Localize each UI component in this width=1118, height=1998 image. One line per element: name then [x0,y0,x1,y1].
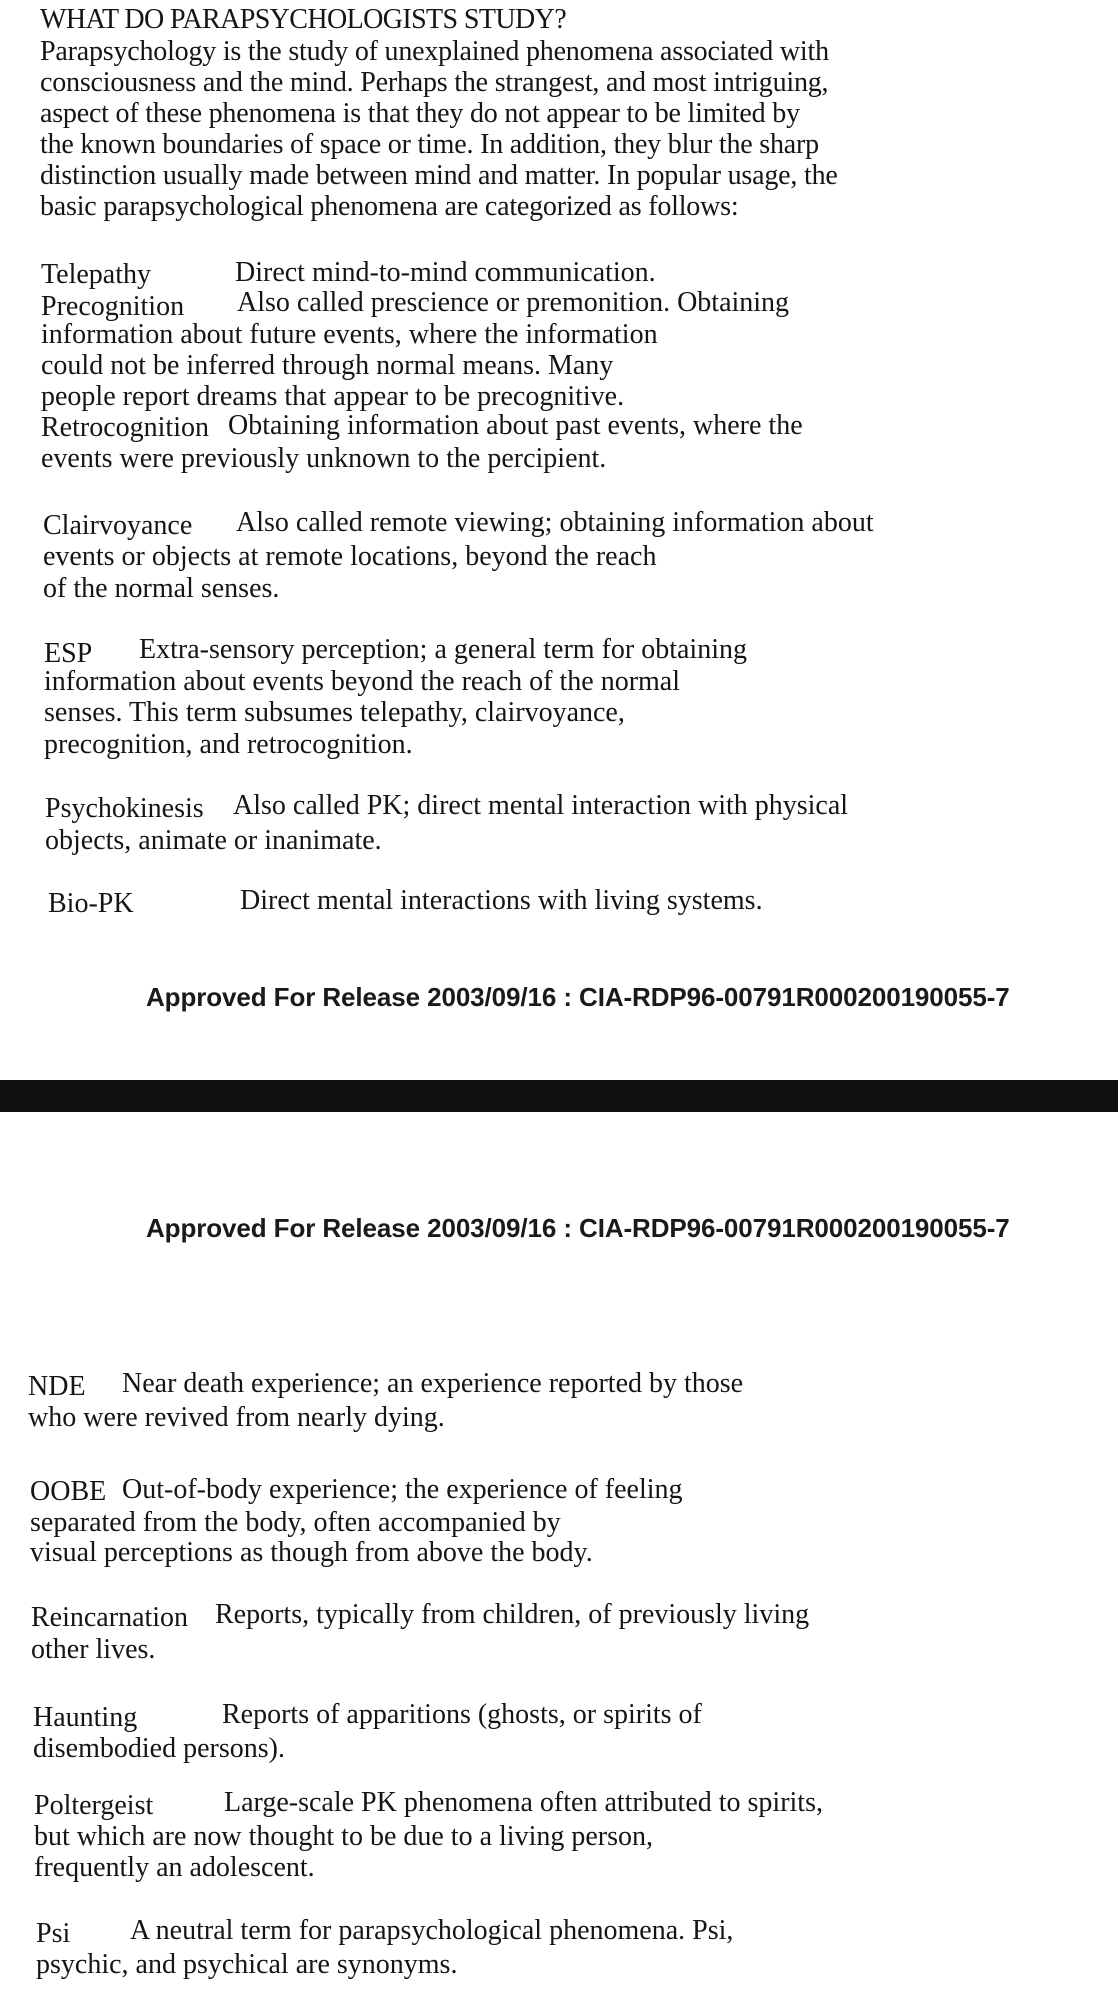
release-stamp: Approved For Release 2003/09/16 : CIA-RDP96-00791R000200190055-7 [146,982,1010,1012]
def-precognition: Also called prescience or premonition. Obtaining [237,287,790,318]
term-precognition: Precognition [41,291,185,322]
term-poltergeist: Poltergeist [34,1790,154,1821]
term-psychokinesis: Psychokinesis [45,793,204,824]
def-clairvoyance-cont: of the normal senses. [43,573,280,604]
page-divider [0,1080,1118,1112]
release-stamp: Approved For Release 2003/09/16 : CIA-RDP96-00791R000200190055-7 [146,1213,1010,1243]
def-psi-cont: psychic, and psychical are synonyms. [36,1949,458,1980]
def-reincarnation: Reports, typically from children, of previously living [215,1599,810,1630]
def-precognition-cont: people report dreams that appear to be precognitive. [41,381,625,412]
intro-line: the known boundaries of space or time. In addition, they blur the sharp [40,129,819,160]
intro-line: distinction usually made between mind and matter. In popular usage, the [40,160,838,191]
term-esp: ESP [44,638,93,669]
def-poltergeist: Large-scale PK phenomena often attributed to spirits, [224,1787,823,1818]
intro-line: basic parapsychological phenomena are categorized as follows: [40,191,739,222]
def-esp-cont: precognition, and retrocognition. [44,729,413,760]
def-psi: A neutral term for parapsychological phenomena. Psi, [130,1915,734,1946]
def-retrocognition-cont: events were previously unknown to the percipient. [41,443,607,474]
def-poltergeist-cont: but which are now thought to be due to a living person, [34,1821,653,1852]
term-haunting: Haunting [33,1702,138,1733]
def-esp: Extra-sensory perception; a general term for obtaining [139,634,747,665]
def-nde: Near death experience; an experience reported by those [122,1368,744,1399]
term-clairvoyance: Clairvoyance [43,510,193,541]
term-psi: Psi [36,1918,71,1949]
def-nde-cont: who were revived from nearly dying. [28,1402,445,1433]
def-esp-cont: information about events beyond the reach of the normal [44,666,681,697]
def-clairvoyance-cont: events or objects at remote locations, beyond the reach [43,541,657,572]
term-nde: NDE [28,1371,86,1402]
def-psychokinesis: Also called PK; direct mental interaction with physical [233,790,849,821]
def-oobe-cont: visual perceptions as though from above the body. [30,1537,593,1568]
def-bio-pk: Direct mental interactions with living systems. [240,885,763,916]
term-telepathy: Telepathy [41,259,151,290]
page-title: WHAT DO PARAPSYCHOLOGISTS STUDY? [40,4,567,35]
def-precognition-cont: could not be inferred through normal means. Many [41,350,614,381]
intro-line: Parapsychology is the study of unexplained phenomena associated with [40,36,829,67]
def-oobe: Out-of-body experience; the experience of feeling [122,1474,683,1505]
def-esp-cont: senses. This term subsumes telepathy, clairvoyance, [44,697,625,728]
intro-line: aspect of these phenomena is that they do not appear to be limited by [40,98,800,129]
def-reincarnation-cont: other lives. [31,1634,156,1665]
intro-line: consciousness and the mind. Perhaps the strangest, and most intriguing, [40,67,829,98]
term-retrocognition: Retrocognition [41,412,209,443]
document-page-2 [0,1112,1118,1998]
intro-paragraph [40,36,1000,222]
def-telepathy: Direct mind-to-mind communication. [235,257,656,288]
term-reincarnation: Reincarnation [31,1602,189,1633]
term-bio-pk: Bio-PK [48,888,134,919]
def-precognition-cont: information about future events, where the information [41,319,658,350]
def-poltergeist-cont: frequently an adolescent. [34,1852,315,1883]
def-haunting-cont: disembodied persons). [33,1733,285,1764]
def-retrocognition: Obtaining information about past events, where the [228,410,803,441]
def-oobe-cont: separated from the body, often accompanied by [30,1507,561,1538]
def-clairvoyance: Also called remote viewing; obtaining information about [236,507,874,538]
term-oobe: OOBE [30,1476,107,1507]
def-psychokinesis-cont: objects, animate or inanimate. [45,825,382,856]
def-haunting: Reports of apparitions (ghosts, or spirits of [222,1699,702,1730]
